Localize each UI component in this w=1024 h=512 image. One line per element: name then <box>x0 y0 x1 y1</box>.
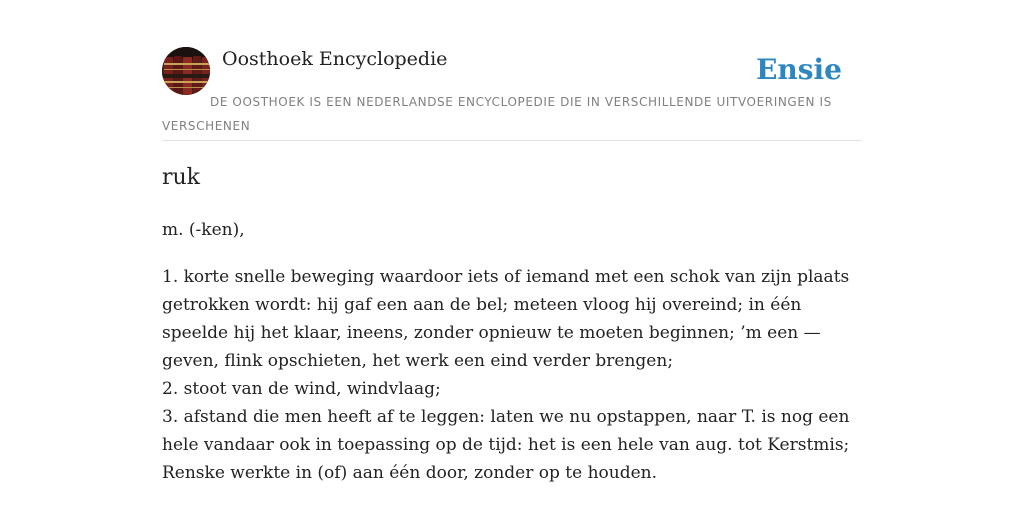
entry-sense: 1. korte snelle beweging waardoor iets of iemand met een schok van zijn plaats getrokken wordt: hij gaf een aan de bel; meteen vloog hij overeind; in één speelde hij het klaar, ineens, zonder opnieuw te moeten beginnen; ’m een — geven, flink opschieten, het werk een eind verder brengen; <box>162 267 850 371</box>
site-name[interactable]: Oosthoek Encyclopedie <box>222 48 448 70</box>
entry-grammar: m. (-ken), <box>162 220 245 240</box>
brand-logo[interactable]: Ensie <box>756 53 842 86</box>
site-header <box>162 46 862 141</box>
entry-sense: 2. stoot van de wind, windvlaag; <box>162 379 441 399</box>
entry-senses <box>162 263 862 487</box>
site-avatar[interactable] <box>162 47 210 95</box>
site-tagline: DE OOSTHOEK IS EEN NEDERLANDSE ENCYCLOPEDIE DIE IN VERSCHILLENDE UITVOERINGEN IS VERSCHENEN <box>162 95 832 133</box>
entry-sense: 3. afstand die men heeft af te leggen: laten we nu opstappen, naar T. is nog een hele vandaar ook in toepassing op de tijd: het is een hele van aug. tot Kerstmis; Renske werkte in (of) aan één door, zonder op te houden. <box>162 407 850 483</box>
book-spines-icon <box>162 47 210 95</box>
entry-headword: ruk <box>162 165 201 190</box>
